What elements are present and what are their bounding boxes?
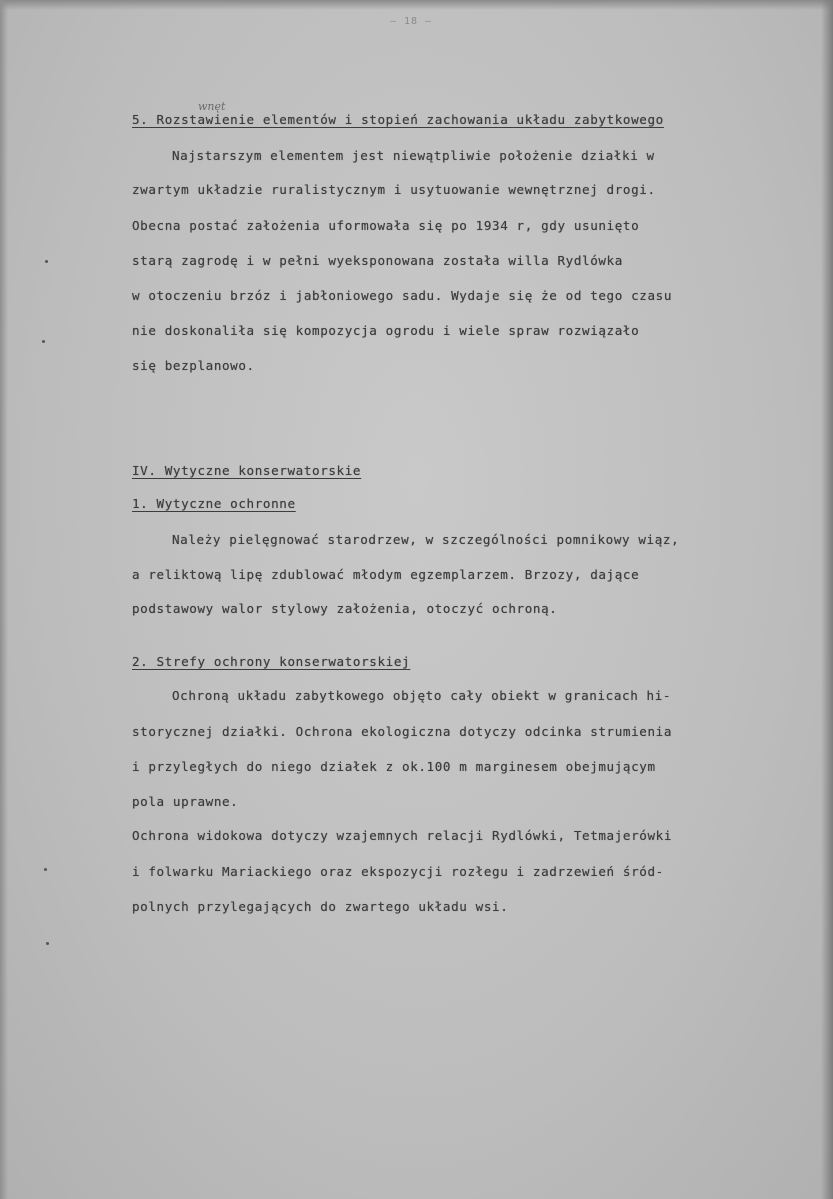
paragraph-line: pola uprawne. bbox=[132, 794, 239, 809]
paragraph-line: Ochroną układu zabytkowego objęto cały obiekt w granicach hi- bbox=[172, 688, 672, 703]
paragraph-line: Najstarszym elementem jest niewątpliwie położenie działki w bbox=[172, 148, 655, 163]
paragraph-line: starą zagrodę i w pełni wyeksponowana została willa Rydlówka bbox=[132, 253, 623, 268]
section-iv-heading: IV. Wytyczne konserwatorskie bbox=[132, 463, 362, 478]
paragraph-line: Należy pielęgnować starodrzew, w szczególności pomnikowy wiąz, bbox=[172, 532, 680, 547]
paragraph-line: a reliktową lipę zdublować młodym egzemplarzem. Brzozy, dające bbox=[132, 567, 640, 582]
paragraph-line: Ochrona widokowa dotyczy wzajemnych relacji Rydlówki, Tetmajerówki bbox=[132, 828, 673, 843]
scan-edge-left bbox=[0, 0, 8, 1199]
page-number: — 18 — bbox=[390, 16, 433, 27]
scan-speck bbox=[46, 942, 49, 945]
paragraph-line: i przyległych do niego działek z ok.100 m marginesem obejmującym bbox=[132, 759, 656, 774]
paragraph-line: Obecna postać założenia uformowała się po 1934 r, gdy usunięto bbox=[132, 218, 640, 233]
paragraph-line: polnych przylegających do zwartego układu wsi. bbox=[132, 899, 509, 914]
scan-edge-top bbox=[0, 0, 833, 10]
paragraph-line: storycznej działki. Ochrona ekologiczna dotyczy odcinka strumienia bbox=[132, 724, 673, 739]
paragraph-line: w otoczeniu brzóz i jabłoniowego sadu. Wydaje się że od tego czasu bbox=[132, 288, 673, 303]
subsection-1-heading: 1. Wytyczne ochronne bbox=[132, 496, 296, 511]
scan-speck bbox=[45, 260, 48, 263]
scan-speck bbox=[42, 340, 45, 343]
paragraph-line: podstawowy walor stylowy założenia, otoczyć ochroną. bbox=[132, 601, 558, 616]
scan-speck bbox=[44, 868, 47, 871]
section-5-heading: 5. Rozstawienie elementów i stopień zachowania układu zabytkowego bbox=[132, 112, 664, 127]
paragraph-line: i folwarku Mariackiego oraz ekspozycji rozłegu i zadrzewień śród- bbox=[132, 864, 664, 879]
paragraph-line: nie doskonaliła się kompozycja ogrodu i wiele spraw rozwiązało bbox=[132, 323, 640, 338]
paragraph-line: się bezplanowo. bbox=[132, 358, 255, 373]
paragraph-line: zwartym układzie ruralistycznym i usytuowanie wewnętrznej drogi. bbox=[132, 182, 656, 197]
subsection-2-heading: 2. Strefy ochrony konserwatorskiej bbox=[132, 654, 411, 669]
scan-edge-right bbox=[821, 0, 833, 1199]
handwritten-note: wnęt bbox=[198, 100, 226, 113]
